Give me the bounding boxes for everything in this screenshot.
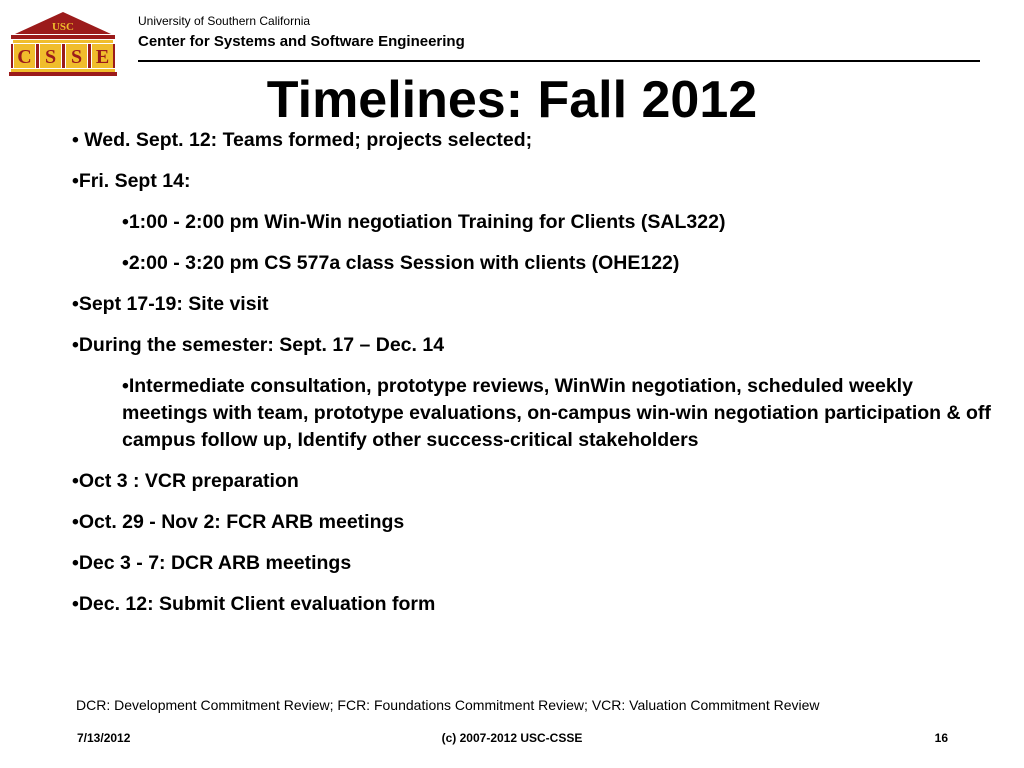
- acronym-footnote: DCR: Development Commitment Review; FCR: Foundations Commitment Review; VCR: Valuation Commitment Review: [76, 697, 820, 713]
- bullet-during-semester: •During the semester: Sept. 17 – Dec. 14: [72, 334, 445, 356]
- bullet-site-visit: •Sept 17-19: Site visit: [72, 293, 269, 315]
- sub-bullet-winwin-training: •1:00 - 2:00 pm Win-Win negotiation Training for Clients (SAL322): [122, 211, 726, 233]
- timeline-list: [72, 127, 992, 632]
- svg-text:USC: USC: [51, 21, 75, 33]
- sub-bullet-class-session: •2:00 - 3:20 pm CS 577a class Session with clients (OHE122): [122, 252, 680, 274]
- slide-title: Timelines: Fall 2012: [266, 71, 758, 129]
- svg-text:S: S: [44, 46, 57, 68]
- footer-copyright: (c) 2007-2012 USC-CSSE: [441, 731, 583, 745]
- sub-bullet-intermediate-consultation: •Intermediate consultation, prototype reviews, WinWin negotiation, scheduled weekly meetings with team, prototype evaluations, on-campus win-win negotiation participation & off campus follow up, Identify other success-critical stakeholders: [122, 375, 991, 451]
- bullet-vcr-preparation: •Oct 3 : VCR preparation: [72, 470, 299, 492]
- bullet-fcr-arb: •Oct. 29 - Nov 2: FCR ARB meetings: [72, 511, 405, 533]
- footer-date: 7/13/2012: [77, 731, 131, 745]
- center-name: Center for Systems and Software Engineering: [138, 33, 465, 50]
- bullet-fri-sept-14: •Fri. Sept 14:: [72, 170, 191, 192]
- bullet-teams-formed: • Wed. Sept. 12: Teams formed; projects selected;: [72, 129, 533, 151]
- bullet-dcr-arb: •Dec 3 - 7: DCR ARB meetings: [72, 552, 352, 574]
- page-number: 16: [934, 731, 948, 745]
- svg-text:C: C: [17, 46, 32, 68]
- svg-text:S: S: [70, 46, 83, 68]
- institution-name: University of Southern California: [138, 14, 311, 28]
- header-divider: [138, 60, 980, 62]
- svg-text:E: E: [95, 46, 110, 68]
- bullet-client-evaluation: •Dec. 12: Submit Client evaluation form: [72, 593, 436, 615]
